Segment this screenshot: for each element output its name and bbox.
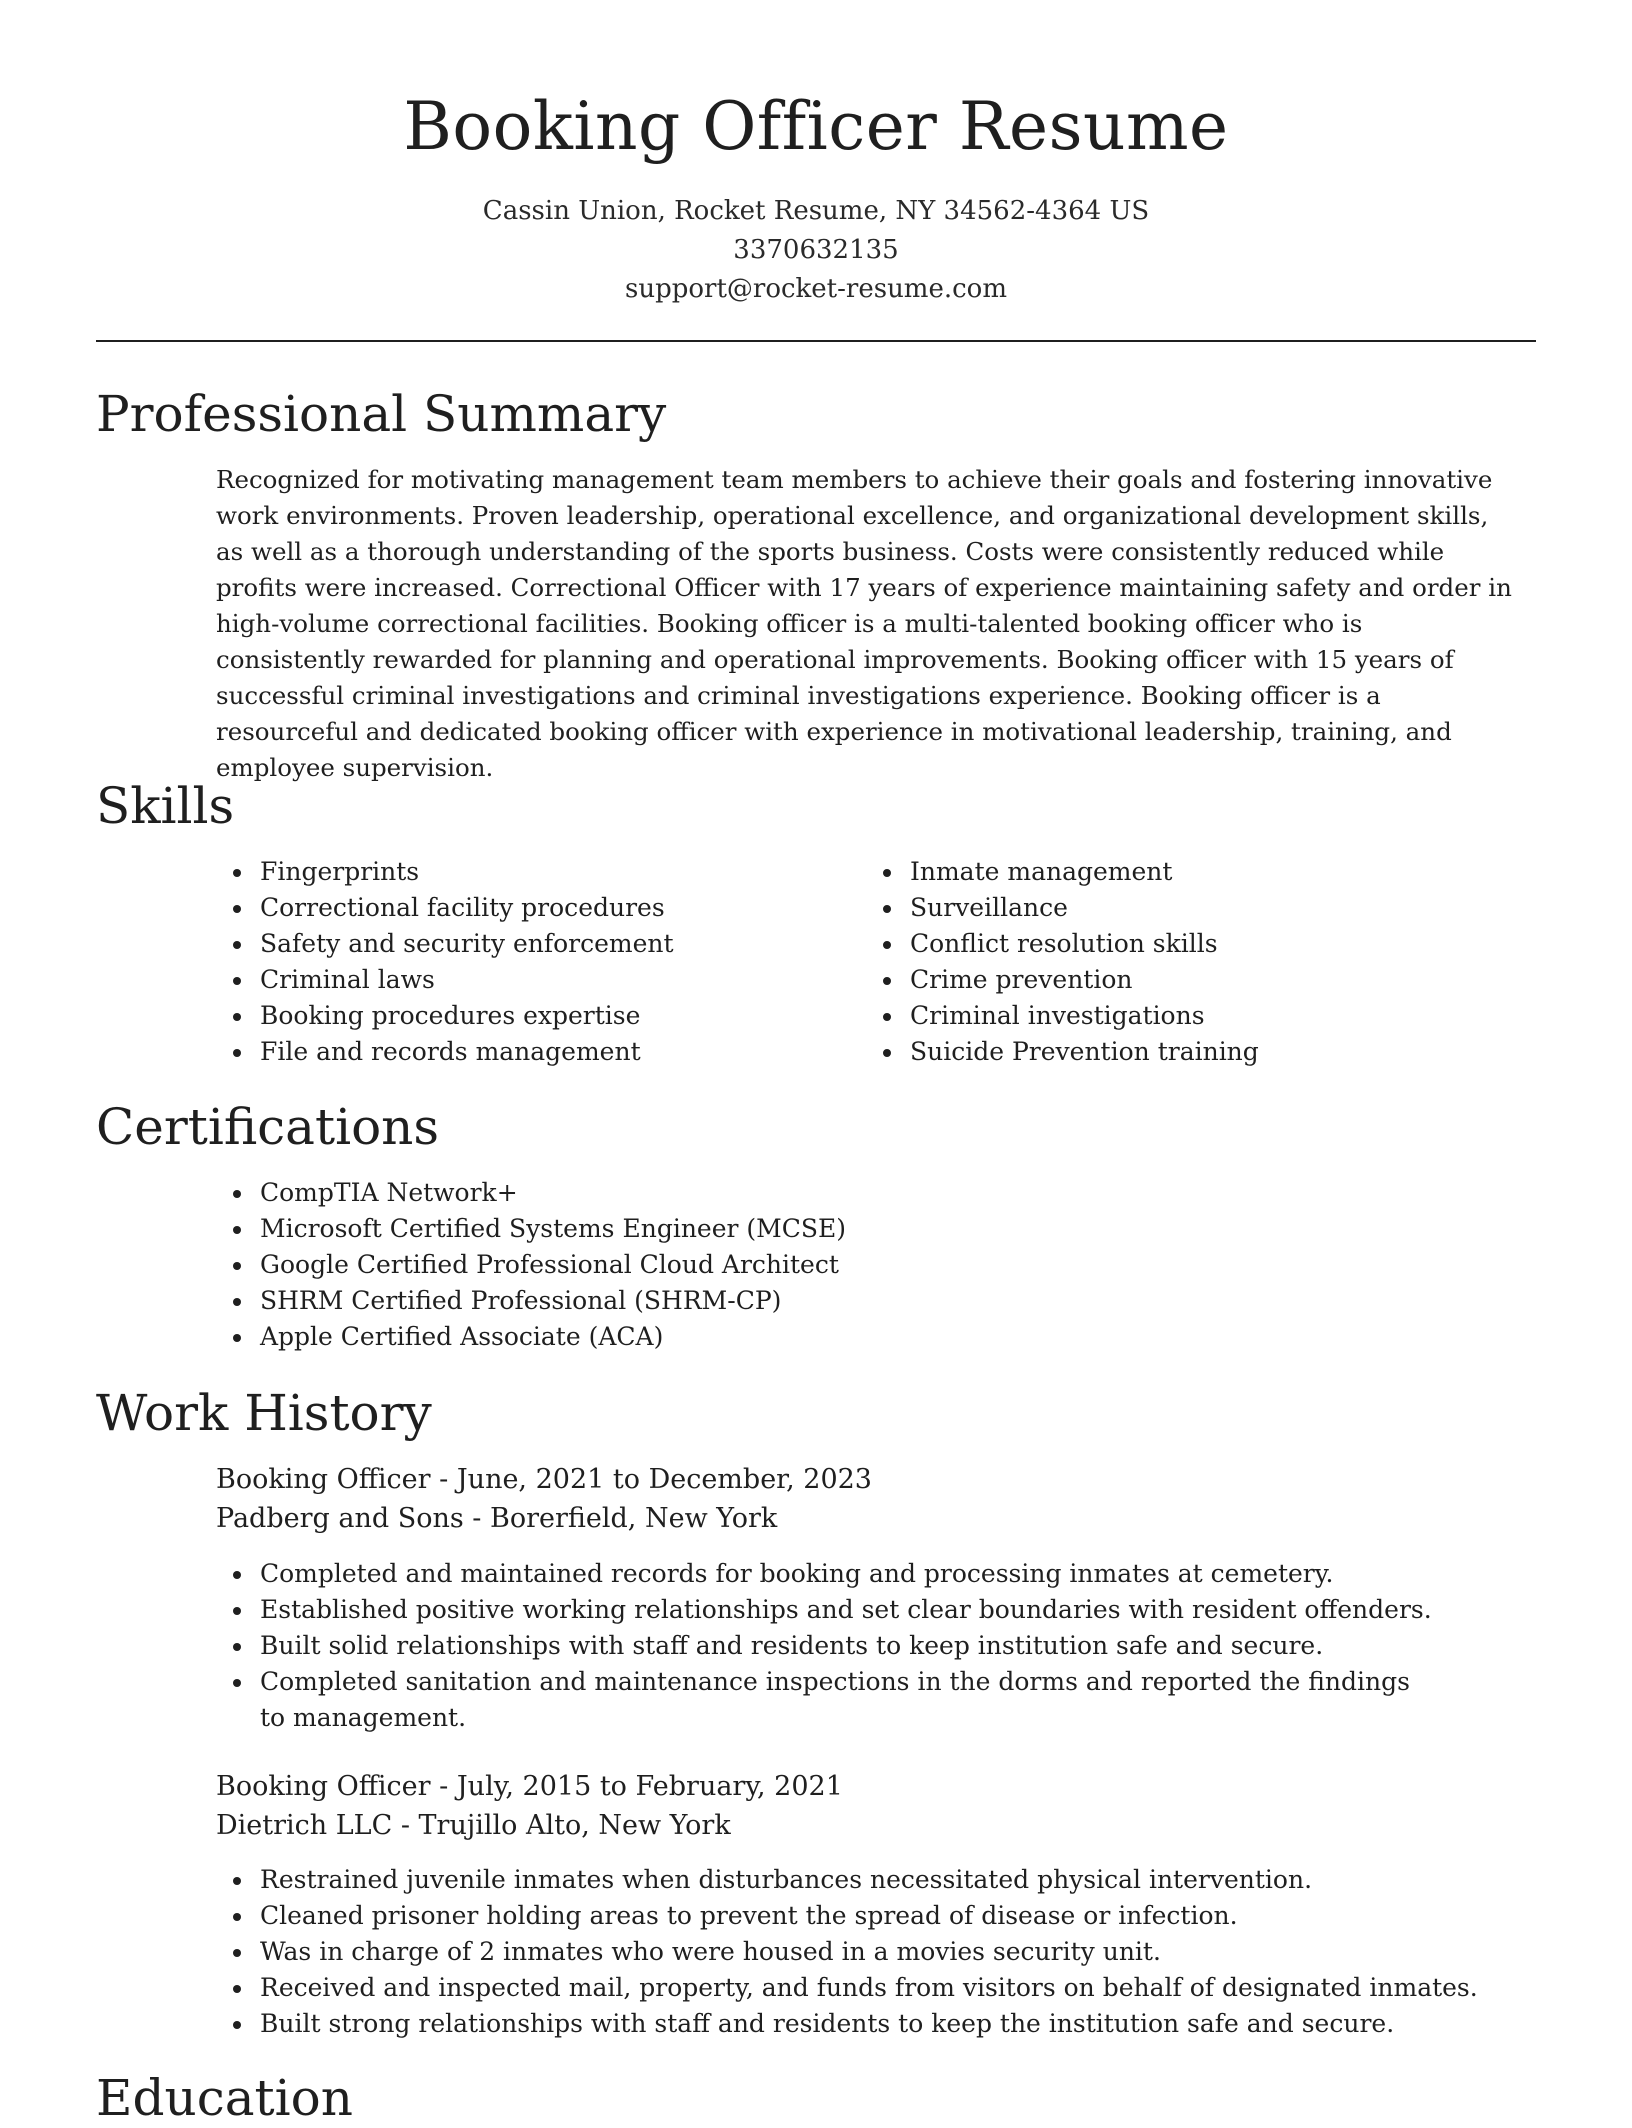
certification-item: Google Certified Professional Cloud Architect — [216, 1247, 1516, 1283]
skills-column-right — [866, 854, 1466, 1070]
job-bullet: Received and inspected mail, property, and funds from visitors on behalf of designated inmates. — [216, 1970, 1516, 2006]
skills-list-left — [216, 854, 816, 1070]
job-bullet: Established positive working relationships and set clear boundaries with resident offenders. — [216, 1592, 1416, 1628]
skill-item: Fingerprints — [216, 854, 816, 890]
job-company-location: Padberg and Sons - Borerfield, New York — [216, 1503, 778, 1534]
job-bullet: Cleaned prisoner holding areas to prevent the spread of disease or infection. — [216, 1898, 1516, 1934]
job-bullets-block — [216, 1556, 1432, 1736]
education-heading: Education — [96, 2069, 353, 2127]
skill-item: Inmate management — [866, 854, 1466, 890]
summary-heading: Professional Summary — [96, 385, 667, 443]
certification-item: Microsoft Certified Systems Engineer (MCSE) — [216, 1211, 1516, 1247]
summary-text: Recognized for motivating management team members to achieve their goals and fostering innovative work environments. Proven leadership, operational excellence, and organizational development skills, as well as a thorough understanding of the sports business. Costs were consistently reduced while profits were increased. Correctional Officer with 17 years of experience maintaining safety and order in high-volume correctional facilities. Booking officer is a multi-talented booking officer who is consistently rewarded for planning and operational improvements. Booking officer with 15 years of successful criminal investigations and criminal investigations experience. Booking officer is a resourceful and dedicated booking officer with experience in motivational leadership, training, and employee supervision. — [216, 465, 1512, 782]
certification-item: CompTIA Network+ — [216, 1175, 1516, 1211]
certification-item: Apple Certified Associate (ACA) — [216, 1319, 1516, 1355]
certifications-heading: Certifications — [96, 1098, 440, 1156]
certification-item: SHRM Certified Professional (SHRM-CP) — [216, 1283, 1516, 1319]
job-bullets-block — [216, 1862, 1516, 2042]
job-bullet: Built strong relationships with staff and residents to keep the institution safe and secure. — [216, 2006, 1516, 2042]
skill-item: Booking procedures expertise — [216, 998, 816, 1034]
job-bullet: Built solid relationships with staff and residents to keep institution safe and secure. — [216, 1628, 1416, 1664]
job-bullet: Was in charge of 2 inmates who were housed in a movies security unit. — [216, 1934, 1516, 1970]
job-role-dates: Booking Officer - July, 2015 to February, 2021 — [216, 1771, 843, 1802]
resume-header — [0, 0, 1632, 309]
skill-item: Surveillance — [866, 890, 1466, 926]
certifications-block — [216, 1175, 1516, 1355]
contact-address: Cassin Union, Rocket Resume, NY 34562-4364 US — [482, 196, 1150, 226]
skills-list-right — [866, 854, 1466, 1070]
job-bullet: Completed and maintained records for booking and processing inmates at cemetery. — [216, 1556, 1416, 1592]
skill-item: Conflict resolution skills — [866, 926, 1466, 962]
job-company-location: Dietrich LLC - Trujillo Alto, New York — [216, 1810, 731, 1841]
job-bullets — [216, 1556, 1432, 1736]
job-bullet: Restrained juvenile inmates when disturbances necessitated physical intervention. — [216, 1862, 1516, 1898]
certifications-list — [216, 1175, 1516, 1355]
skill-item: Correctional facility procedures — [216, 890, 816, 926]
skill-item: Crime prevention — [866, 962, 1466, 998]
skill-item: Criminal laws — [216, 962, 816, 998]
work-history-heading: Work History — [96, 1384, 432, 1442]
skill-item: Suicide Prevention training — [866, 1034, 1466, 1070]
contact-phone: 3370632135 — [733, 235, 899, 265]
header-divider — [96, 340, 1536, 342]
skills-column-left — [216, 854, 816, 1070]
job-role-dates: Booking Officer - June, 2021 to December, 2023 — [216, 1464, 872, 1495]
contact-email: support@rocket-resume.com — [624, 274, 1007, 304]
contact-block — [0, 192, 1632, 309]
job-bullet: Completed sanitation and maintenance inspections in the dorms and reported the findings to management. — [216, 1664, 1416, 1736]
skill-item: Criminal investigations — [866, 998, 1466, 1034]
resume-title: Booking Officer Resume — [403, 88, 1229, 165]
skills-heading: Skills — [96, 777, 235, 835]
skill-item: Safety and security enforcement — [216, 926, 816, 962]
job-bullets — [216, 1862, 1516, 2042]
skill-item: File and records management — [216, 1034, 816, 1070]
